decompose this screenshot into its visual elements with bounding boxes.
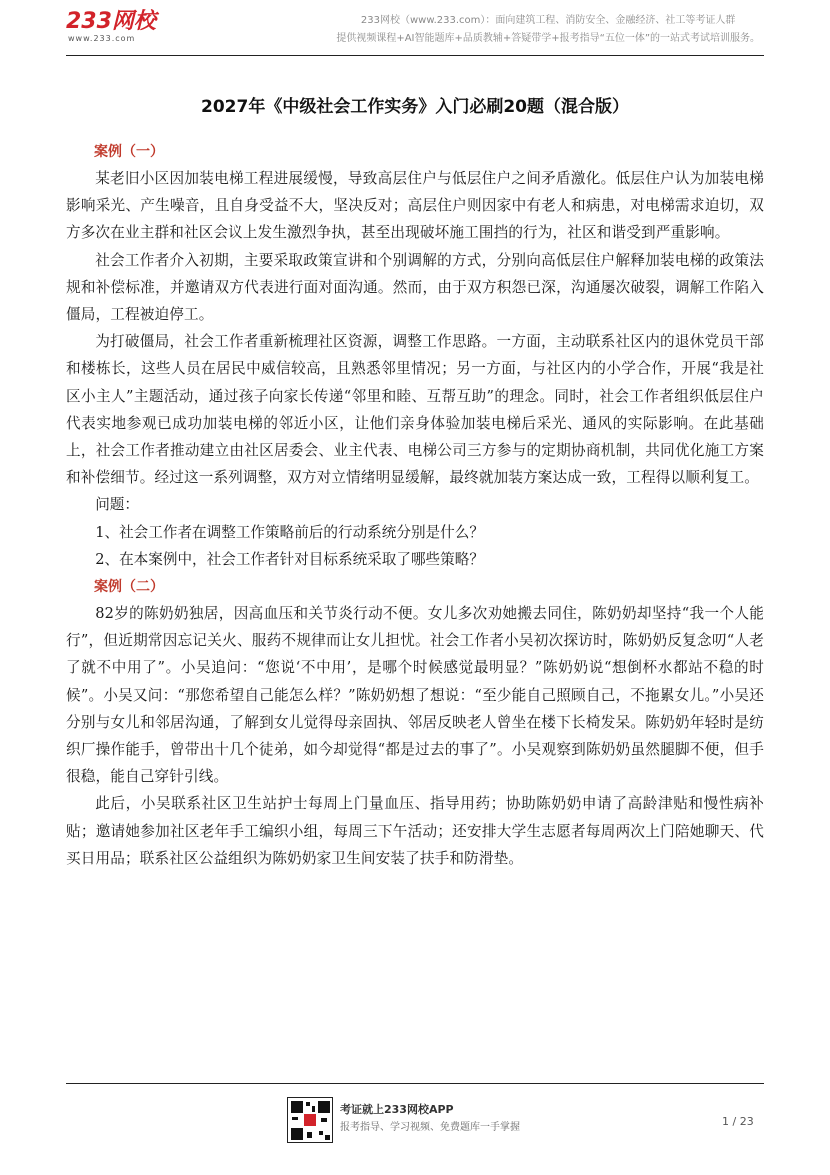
footer-promo-subtitle: 报考指导、学习视频、免费题库一手掌握	[340, 1122, 520, 1133]
header-info-line2: 提供视频课程+AI智能题库+品质教辅+答疑带学+报考指导“五位一体”的一站式考试培训服务。	[336, 33, 760, 44]
app-logo-icon	[303, 1113, 317, 1127]
page-header	[0, 0, 830, 60]
case1-heading: 案例（一）	[94, 144, 164, 160]
case2-heading: 案例（二）	[94, 579, 164, 596]
question-label: 问题：	[95, 496, 139, 514]
document-body	[66, 140, 764, 872]
question-item: 2、在本案例中，社会工作者针对目标系统采取了哪些策略？	[95, 550, 484, 568]
logo-text: 233网校	[66, 9, 156, 34]
case2-paragraph: 此后，小吴联系社区卫生站护士每周上门量血压、指导用药；协助陈奶奶申请了高龄津贴和慢性病补贴；邀请她参加社区老年手工编织小组，每周三下午活动；还安排大学生志愿者每周两次上门陪她聊天、代买日用品；联系社区公益组织为陈奶奶家卫生间安装了扶手和防滑垫。	[66, 795, 764, 867]
logo-url: www.233.com	[68, 34, 136, 43]
header-divider	[66, 55, 764, 56]
question-item: 1、社会工作者在调整工作策略前后的行动系统分别是什么？	[95, 523, 484, 541]
case1-paragraph: 为打破僵局，社会工作者重新梳理社区资源，调整工作思路。一方面，主动联系社区内的退休党员干部和楼栋长，这些人员在居民中威信较高，且熟悉邻里情况；另一方面，与社区内的小学合作，开展“我是社区小主人”主题活动，通过孩子向家长传递“邻里和睦、互帮互助”的理念。同时，社会工作者组织低层住户代表实地参观已成功加装电梯的邻近小区，让他们亲身体验加装电梯后采光、通风的实际影响。在此基础上，社会工作者推动建立由社区居委会、业主代表、电梯公司三方参与的定期协商机制，共同优化施工方案和补偿细节。经过这一系列调整，双方对立情绪明显缓解，最终就加装方案达成一致，工程得以顺利复工。	[66, 333, 764, 487]
site-logo[interactable]	[66, 10, 156, 44]
header-info	[336, 12, 760, 48]
app-qr-code[interactable]	[287, 1097, 333, 1143]
footer-promo-title: 考证就上233网校APP	[340, 1103, 454, 1116]
case1-paragraph: 某老旧小区因加装电梯工程进展缓慢，导致高层住户与低层住户之间矛盾激化。低层住户认为加装电梯影响采光、产生噪音，且自身受益不大，坚决反对；高层住户则因家中有老人和病患，对电梯需求迫切，双方多次在业主群和社区会议上发生激烈争执，甚至出现破坏施工围挡的行为，社区和谐受到严重影响。	[66, 170, 764, 242]
footer-promo	[340, 1101, 520, 1137]
footer-divider	[66, 1083, 764, 1084]
page-number: 1 / 23	[722, 1115, 754, 1128]
document-title: 2027年《中级社会工作实务》入门必刷20题（混合版）	[201, 97, 629, 117]
header-info-line1: 233网校（www.233.com）：面向建筑工程、消防安全、金融经济、社工等考证人群	[360, 15, 736, 26]
case2-paragraph: 82岁的陈奶奶独居，因高血压和关节炎行动不便。女儿多次劝她搬去同住，陈奶奶却坚持“我一个人能行”，但近期常因忘记关火、服药不规律而让女儿担忧。社会工作者小吴初次探访时，陈奶奶反复念叨“人老了就不中用了”。小吴追问：“您说‘不中用’，是哪个时候感觉最明显？”陈奶奶说“想倒杯水都站不稳的时候”。小吴又问：“那您希望自己能怎么样？”陈奶奶想了想说：“至少能自己照顾自己，不拖累女儿。”小吴还分别与女儿和邻居沟通，了解到女儿觉得母亲固执、邻居反映老人曾坐在楼下长椅发呆。陈奶奶年轻时是纺织厂操作能手，曾带出十几个徒弟，如今却觉得“都是过去的事了”。小吴观察到陈奶奶虽然腿脚不便，但手很稳，能自己穿针引线。	[66, 605, 764, 786]
case1-paragraph: 社会工作者介入初期，主要采取政策宣讲和个别调解的方式，分别向高低层住户解释加装电梯的政策法规和补偿标准，并邀请双方代表进行面对面沟通。然而，由于双方积怨已深，沟通屡次破裂，调解工作陷入僵局，工程被迫停工。	[66, 251, 764, 324]
